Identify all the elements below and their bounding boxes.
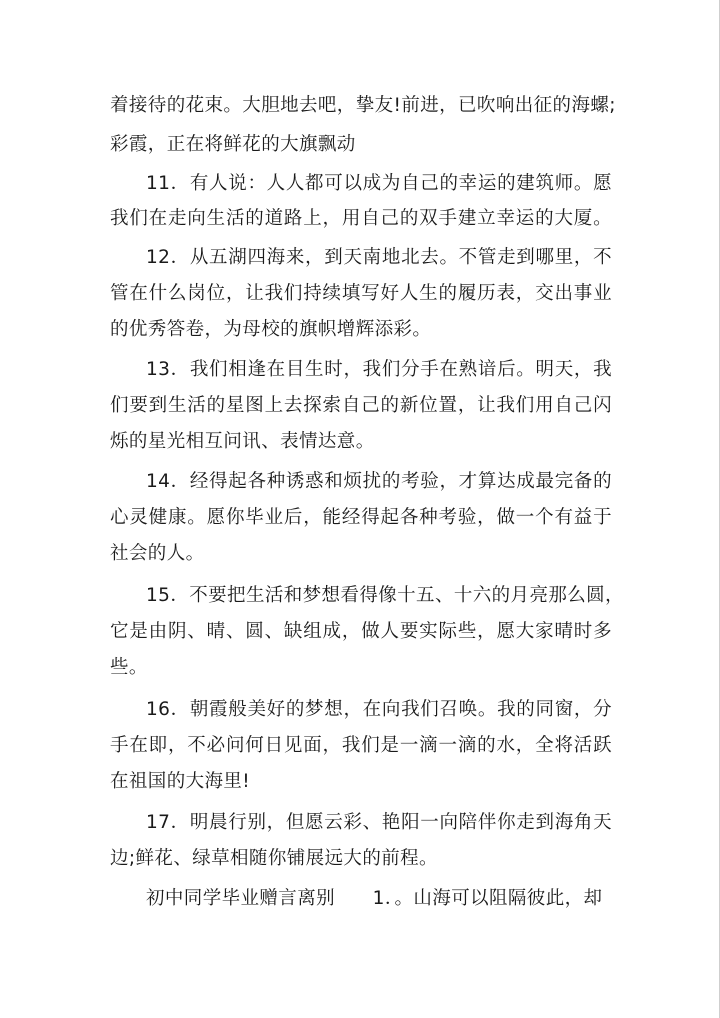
text-line: 管在什么岗位，让我们持续填写好人生的履历表，交出事业 (110, 283, 612, 304)
text-line: 烁的星光相互问讯、表情达意。 (110, 431, 375, 452)
text-line: 心灵健康。愿你毕业后，能经得起各种考验，做一个有益于 (110, 507, 612, 528)
text-line: 13．我们相逢在目生时，我们分手在熟谙后。明天，我 (146, 359, 612, 380)
text-line: 16．朝霞般美好的梦想，在向我们召唤。我的同窗，分 (146, 699, 612, 720)
text-line: 我们在走向生活的道路上，用自己的双手建立幸运的大厦。 (110, 208, 612, 229)
text-line: 彩霞，正在将鲜花的大旗飘动 (110, 134, 356, 155)
text-line: 12．从五湖四海来，到天南地北去。不管走到哪里，不 (146, 247, 612, 268)
text-line: 初中同学毕业赠言离别 1．。山海可以阻隔彼此，却 (146, 888, 603, 909)
text-line: 17．明晨行别，但愿云彩、艳阳一向陪伴你走到海角天 (146, 812, 612, 833)
text-line: 着接待的花束。大胆地去吧，挚友!前进，已吹响出征的海螺; (110, 95, 616, 116)
text-line: 11．有人说：人人都可以成为自己的幸运的建筑师。愿 (146, 173, 612, 194)
text-line: 社会的人。 (110, 543, 205, 564)
text-line: 些。 (110, 657, 148, 678)
text-line: 它是由阴、晴、圆、缺组成，做人要实际些，愿大家晴时多 (110, 621, 612, 642)
text-line: 们要到生活的星图上去探索自己的新位置，让我们用自己闪 (110, 395, 612, 416)
text-line: 14．经得起各种诱惑和烦扰的考验，才算达成最完备的 (146, 471, 612, 492)
text-line: 15．不要把生活和梦想看得像十五、十六的月亮那么圆， (146, 585, 624, 606)
text-line: 的优秀答卷，为母校的旗帜增辉添彩。 (110, 319, 432, 340)
text-line: 手在即，不必问何日见面，我们是一滴一滴的水，全将活跃 (110, 735, 612, 756)
text-line: 在祖国的大海里! (110, 771, 251, 792)
text-line: 边;鲜花、绿草相随你铺展远大的前程。 (110, 848, 438, 869)
